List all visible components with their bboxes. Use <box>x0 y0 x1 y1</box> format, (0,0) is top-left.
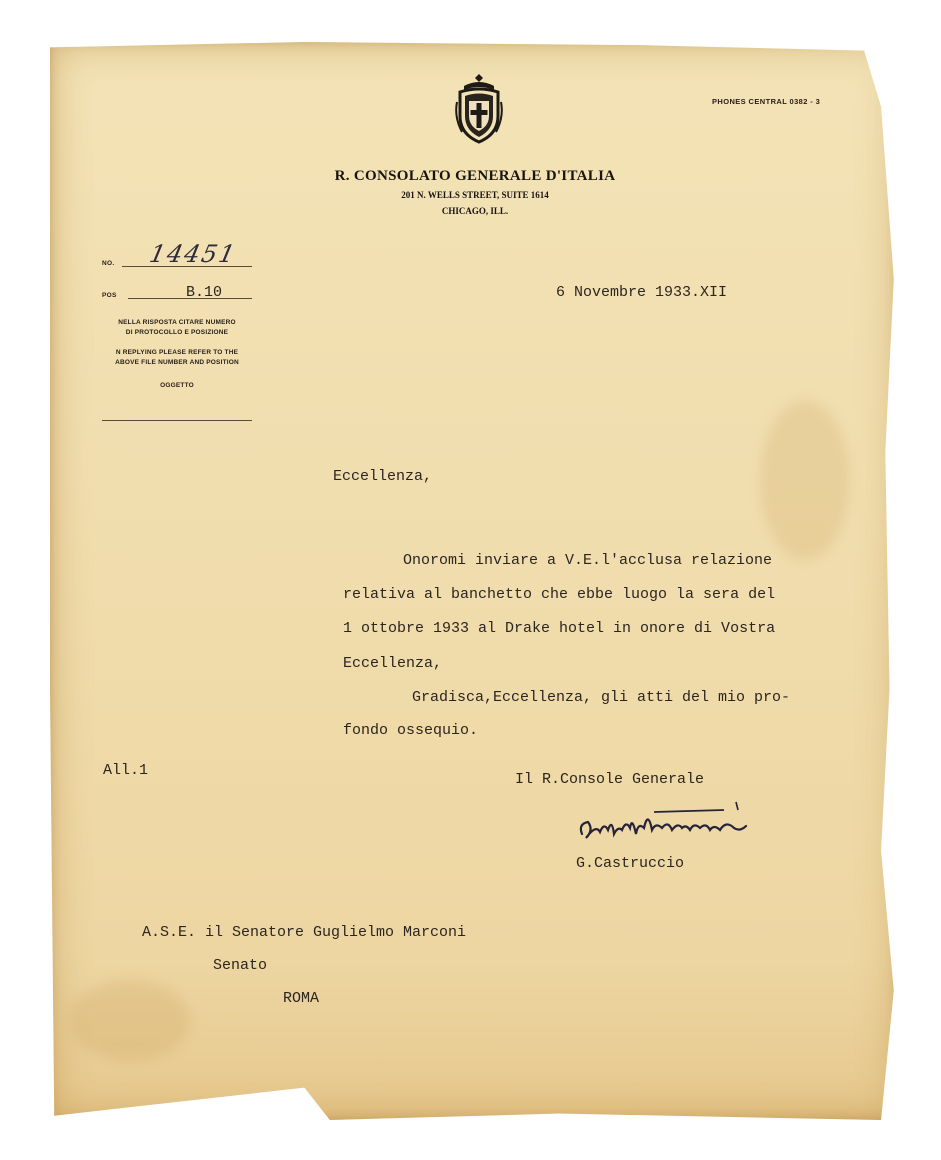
royal-crest-icon <box>452 72 506 144</box>
note-italian-line: NELLA RISPOSTA CITARE NUMERO <box>118 319 236 326</box>
note-english-line: ABOVE FILE NUMBER AND POSITION <box>115 359 239 366</box>
body-line: Gradisca,Eccellenza, gli atti del mio pro- <box>412 689 791 706</box>
recipient-line: Senato <box>213 957 268 974</box>
body-line: fondo ossequio. <box>343 722 479 739</box>
body-line: Eccellenza, <box>343 655 443 672</box>
letterhead-city: CHICAGO, ILL. <box>441 206 509 216</box>
paper-stain <box>760 400 850 560</box>
note-english <box>102 348 252 368</box>
letterhead-street: 201 N. WELLS STREET, SUITE 1614 <box>401 190 549 200</box>
note-english-line: N REPLYING PLEASE REFER TO THE <box>115 349 239 356</box>
position-value: B.10 <box>186 284 223 301</box>
protocol-number: 14451 <box>147 240 240 268</box>
handwritten-signature <box>574 800 764 850</box>
letter-date: 6 Novembre 1933.XII <box>556 284 728 301</box>
note-italian-line: DI PROTOCOLLO E POSIZIONE <box>125 329 229 336</box>
body-line: 1 ottobre 1933 al Drake hotel in onore di Vostra <box>343 620 776 637</box>
attachment-note: All.1 <box>103 762 149 779</box>
subject-line <box>102 420 252 421</box>
pos-label: POS <box>102 292 117 299</box>
body-line: relativa al banchetto che ebbe luogo la sera del <box>343 586 776 603</box>
paper-stain <box>70 980 190 1060</box>
recipient-line: ROMA <box>283 990 320 1007</box>
salutation: Eccellenza, <box>333 468 433 485</box>
no-label: NO. <box>102 260 115 267</box>
closing-title: Il R.Console Generale <box>515 771 705 788</box>
note-italian <box>102 318 252 338</box>
signature-name: G.Castruccio <box>576 855 685 872</box>
subject-label: OGGETTO <box>160 382 194 389</box>
body-line: Onoromi inviare a V.E.l'acclusa relazione <box>403 552 773 569</box>
phones-line: PHONES CENTRAL 0382 - 3 <box>712 97 821 106</box>
letterhead-name: R. CONSOLATO GENERALE D'ITALIA <box>334 168 616 184</box>
recipient-line: A.S.E. il Senatore Guglielmo Marconi <box>142 924 467 941</box>
letter-sheet <box>50 42 898 1120</box>
